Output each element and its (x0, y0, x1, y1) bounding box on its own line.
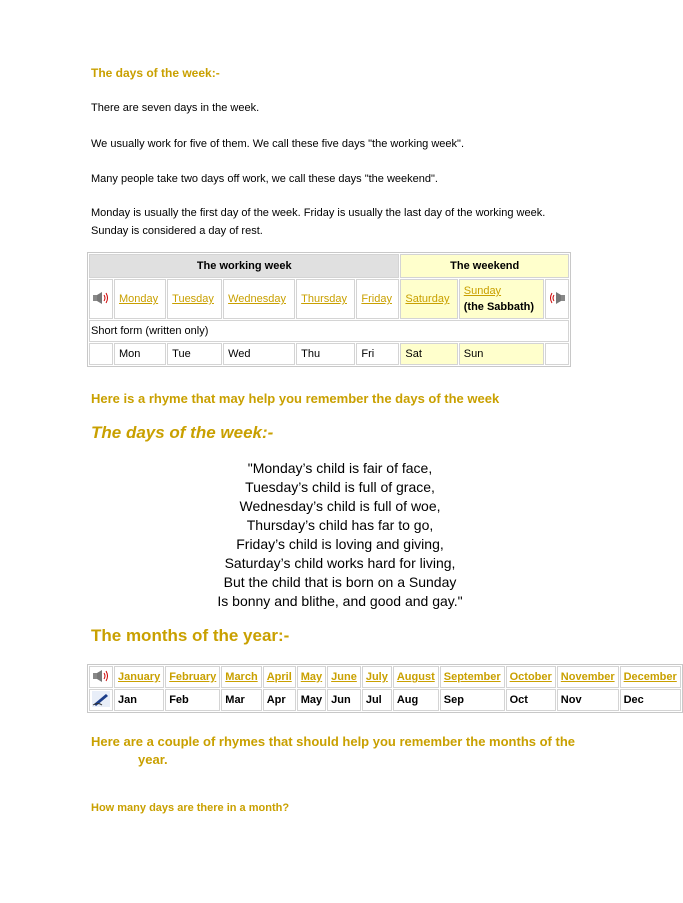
rhyme-title: The days of the week:- (91, 423, 274, 442)
short-jul: Jul (362, 689, 392, 711)
short-dec: Dec (620, 689, 681, 711)
short-thu: Thu (296, 343, 355, 365)
poem-line: Tuesday’s child is full of grace, (245, 479, 435, 495)
short-mon: Mon (114, 343, 166, 365)
month-february[interactable]: February (165, 666, 220, 688)
day-tuesday[interactable]: Tuesday (167, 279, 222, 319)
short-wed: Wed (223, 343, 295, 365)
day-wednesday[interactable]: Wednesday (223, 279, 295, 319)
day-sunday[interactable]: Sunday (463, 285, 502, 297)
poem-line: Saturday’s child works hard for living, (224, 555, 456, 571)
poem-line: Is bonny and blithe, and good and gay." (217, 593, 463, 609)
day-sunday-cell[interactable] (459, 279, 544, 319)
months-speaker-cell[interactable] (89, 666, 113, 688)
day-thursday[interactable]: Thursday (296, 279, 355, 319)
month-august[interactable]: August (393, 666, 439, 688)
intro-paragraph-2: We usually work for five of them. We call these five days "the working week". (91, 138, 465, 150)
poem-line: Thursday’s child has far to go, (246, 517, 434, 533)
poem-line: But the child that is born on a Sunday (223, 574, 457, 590)
days-in-month-question: How many days are there in a month? (91, 802, 290, 814)
short-sun: Sun (459, 343, 544, 365)
intro-paragraph-4a: Monday is usually the first day of the week. Friday is usually the last day of the working week. (91, 207, 546, 219)
intro-paragraph-1: There are seven days in the week. (91, 102, 260, 114)
speaker-cell-right[interactable] (545, 279, 569, 319)
month-november[interactable]: November (557, 666, 619, 688)
intro-paragraph-3: Many people take two days off work, we call these days "the weekend". (91, 173, 438, 185)
month-march[interactable]: March (221, 666, 261, 688)
months-rhyme-intro-b: year. (138, 752, 168, 767)
month-april[interactable]: April (263, 666, 296, 688)
speaker-icon[interactable] (548, 291, 566, 305)
speaker-icon[interactable] (92, 669, 110, 683)
short-may: May (297, 689, 326, 711)
days-table (87, 252, 571, 367)
day-monday[interactable]: Monday (114, 279, 166, 319)
month-may[interactable]: May (297, 666, 326, 688)
pen-icon (92, 691, 110, 705)
month-june[interactable]: June (327, 666, 361, 688)
day-friday[interactable]: Friday (356, 279, 399, 319)
month-december[interactable]: December (620, 666, 681, 688)
short-form-empty (89, 343, 113, 365)
months-heading: The months of the year:- (91, 626, 290, 645)
month-july[interactable]: July (362, 666, 392, 688)
months-table (87, 664, 683, 713)
months-rhyme-intro-a: Here are a couple of rhymes that should help you remember the months of the (91, 734, 575, 749)
short-tue: Tue (167, 343, 222, 365)
working-week-header: The working week (89, 254, 399, 278)
poem-line: Wednesday’s child is full of woe, (239, 498, 441, 514)
month-october[interactable]: October (506, 666, 556, 688)
month-september[interactable]: September (440, 666, 505, 688)
speaker-icon[interactable] (92, 291, 110, 305)
short-jan: Jan (114, 689, 164, 711)
poem (160, 459, 520, 611)
speaker-cell[interactable] (89, 279, 113, 319)
short-apr: Apr (263, 689, 296, 711)
short-fri: Fri (356, 343, 399, 365)
short-feb: Feb (165, 689, 220, 711)
weekend-header: The weekend (400, 254, 569, 278)
short-mar: Mar (221, 689, 261, 711)
short-sat: Sat (400, 343, 457, 365)
poem-line: "Monday’s child is fair of face, (247, 460, 433, 476)
short-sep: Sep (440, 689, 505, 711)
short-jun: Jun (327, 689, 361, 711)
short-form-empty-end (545, 343, 569, 365)
month-january[interactable]: January (114, 666, 164, 688)
pen-cell (89, 689, 113, 711)
poem-line: Friday’s child is loving and giving, (236, 536, 444, 552)
days-heading: The days of the week:- (91, 66, 220, 80)
sabbath-label: (the Sabbath) (463, 301, 535, 313)
short-oct: Oct (506, 689, 556, 711)
intro-paragraph-4b: Sunday is considered a day of rest. (91, 225, 263, 237)
short-form-label: Short form (written only) (89, 320, 569, 342)
months-table-wrap (87, 664, 677, 716)
day-saturday[interactable]: Saturday (400, 279, 457, 319)
short-nov: Nov (557, 689, 619, 711)
short-aug: Aug (393, 689, 439, 711)
rhyme-intro: Here is a rhyme that may help you remember the days of the week (91, 391, 500, 406)
